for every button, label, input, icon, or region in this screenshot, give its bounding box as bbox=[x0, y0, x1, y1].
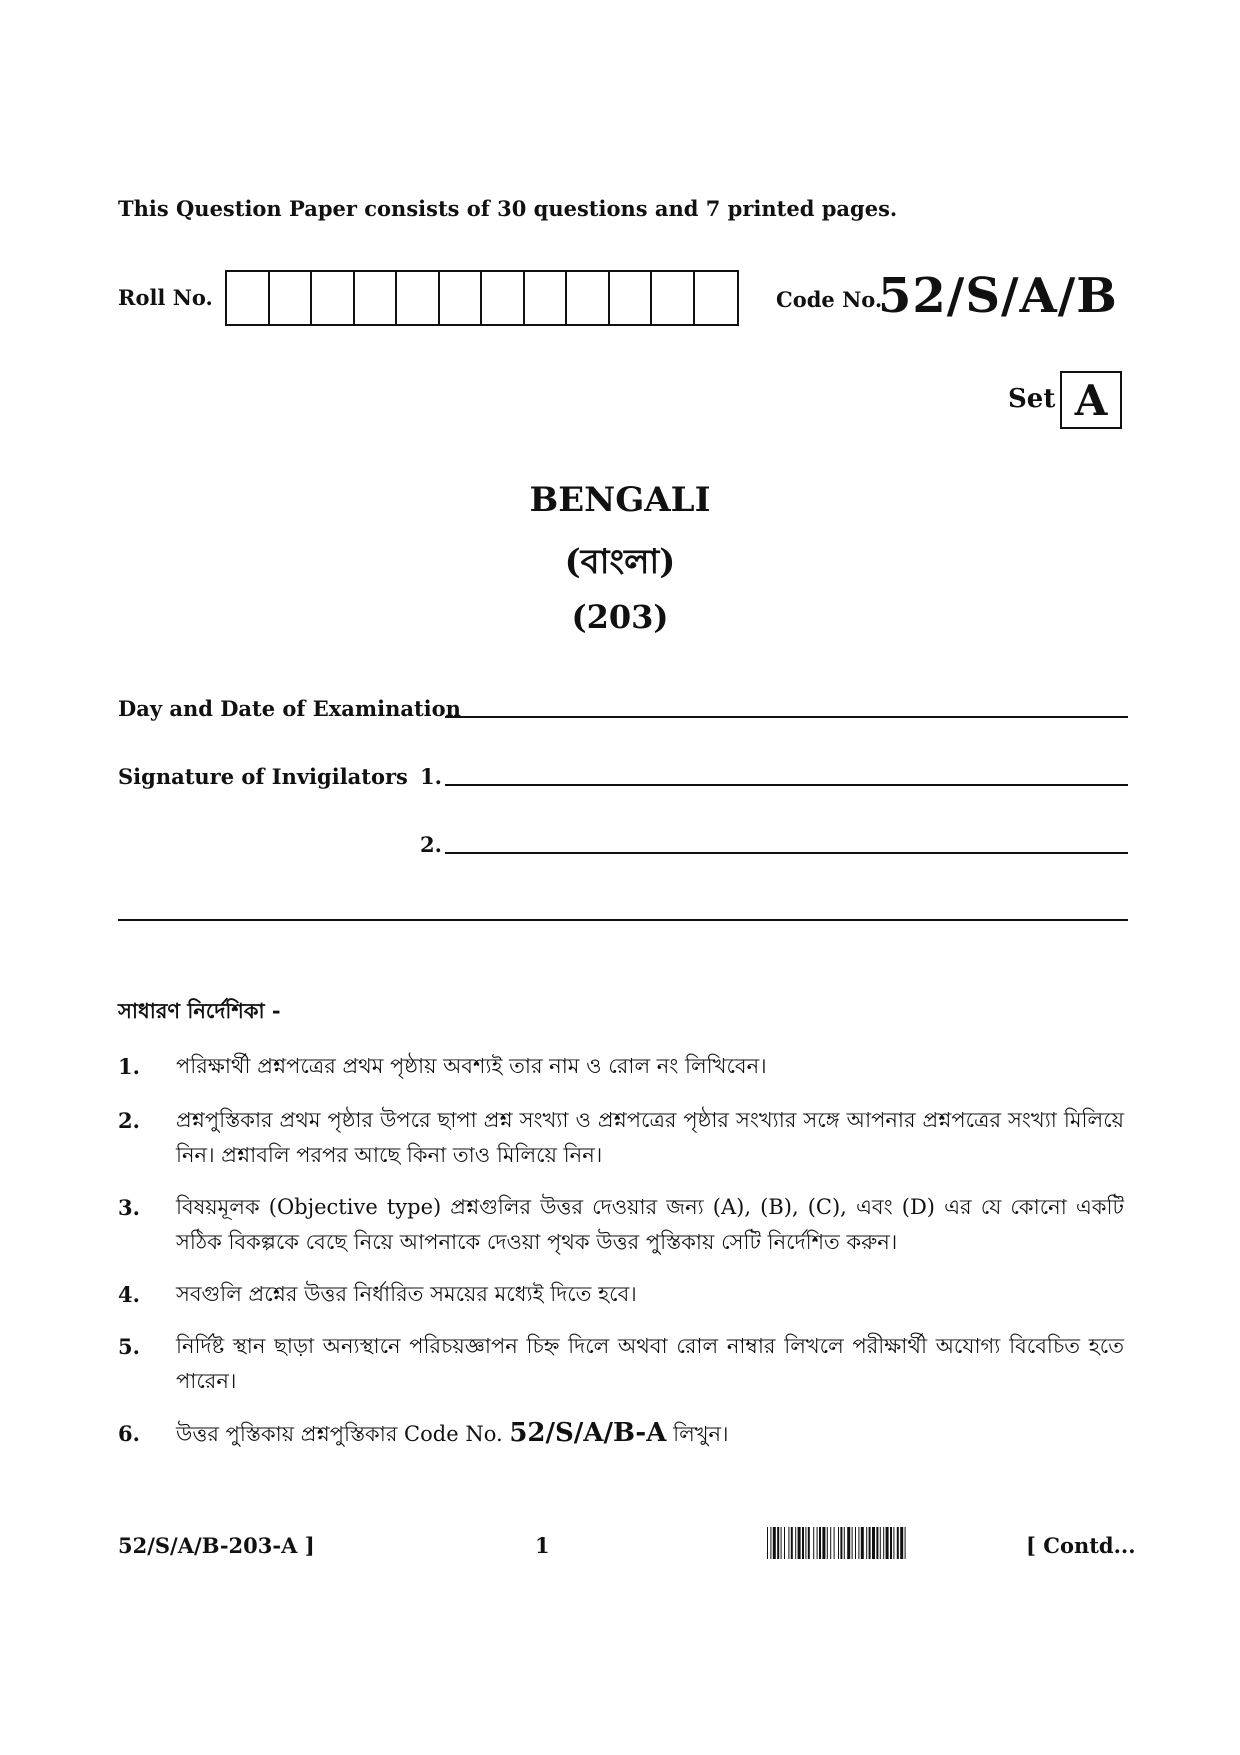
roll-number-boxes[interactable] bbox=[225, 270, 739, 326]
roll-digit-box[interactable] bbox=[355, 272, 398, 324]
code-number-value: 52/S/A/B bbox=[878, 268, 1118, 324]
instruction-item bbox=[118, 1329, 1124, 1399]
roll-digit-box[interactable] bbox=[312, 272, 355, 324]
roll-digit-box[interactable] bbox=[397, 272, 440, 324]
general-instructions-heading: সাধারণ নির্দেশিকা - bbox=[118, 998, 281, 1023]
roll-digit-box[interactable] bbox=[652, 272, 695, 324]
set-value-box: A bbox=[1060, 371, 1122, 429]
instruction-text-after: লিখুন। bbox=[673, 1422, 729, 1446]
instruction-number: 5. bbox=[118, 1334, 140, 1359]
exam-date-label: Day and Date of Examination bbox=[118, 696, 461, 721]
roll-digit-box[interactable] bbox=[567, 272, 610, 324]
signature-1-number: 1. bbox=[420, 764, 442, 789]
roll-digit-box[interactable] bbox=[525, 272, 568, 324]
roll-number-label: Roll No. bbox=[118, 285, 213, 310]
instruction-item bbox=[118, 1190, 1124, 1260]
instruction-text: পরিক্ষার্থী প্রশ্নপত্রের প্রথম পৃষ্ঠায় অবশ্যই তার নাম ও রোল নং লিখিবেন। bbox=[176, 1054, 767, 1078]
instruction-number: 3. bbox=[118, 1195, 140, 1220]
instruction-item bbox=[118, 1416, 1124, 1452]
subject-title: BENGALI bbox=[529, 480, 711, 520]
footer-paper-code: 52/S/A/B-203-A ] bbox=[118, 1533, 315, 1558]
instruction-item bbox=[118, 1277, 1124, 1312]
instruction-item bbox=[118, 1049, 1124, 1084]
roll-digit-box[interactable] bbox=[440, 272, 483, 324]
subject-title-bengali: (বাংলা) bbox=[564, 542, 676, 582]
continued-label: [ Contd... bbox=[1026, 1533, 1136, 1558]
instruction-number: 4. bbox=[118, 1282, 140, 1307]
code-number-label: Code No. bbox=[776, 287, 883, 312]
set-label: Set bbox=[1008, 384, 1056, 414]
instruction-text bbox=[176, 1416, 1124, 1452]
roll-digit-box[interactable] bbox=[270, 272, 313, 324]
signature-1-line[interactable] bbox=[445, 784, 1128, 786]
roll-digit-box[interactable] bbox=[695, 272, 738, 324]
page-number: 1 bbox=[535, 1533, 550, 1558]
exam-date-line[interactable] bbox=[445, 716, 1128, 718]
barcode-icon bbox=[767, 1527, 1020, 1559]
invigilator-signature-label: Signature of Invigilators bbox=[118, 764, 408, 789]
signature-2-line[interactable] bbox=[445, 852, 1128, 854]
instruction-item bbox=[118, 1103, 1124, 1173]
instruction-number: 2. bbox=[118, 1108, 140, 1133]
instruction-text: প্রশ্নপুস্তিকার প্রথম পৃষ্ঠার উপরে ছাপা প্রশ্ন সংখ্যা ও প্রশ্নপত্রের পৃষ্ঠার সংখ্যার সঙ্গে আপনার প্রশ্নপত্রের সংখ্যা মিলিয়ে নিন। প্রশ্নাবলি পরপর আছে কিনা তাও মিলিয়ে নিন। bbox=[176, 1108, 1124, 1167]
instruction-number: 1. bbox=[118, 1054, 140, 1079]
header-divider bbox=[118, 919, 1128, 921]
instruction-text: নির্দিষ্ট স্থান ছাড়া অন্যস্থানে পরিচয়জ্ঞাপন চিহ্ন দিলে অথবা রোল নাম্বার লিখলে পরীক্ষার্থী অযোগ্য বিবেচিত হতে পারেন। bbox=[176, 1334, 1124, 1393]
roll-digit-box[interactable] bbox=[610, 272, 653, 324]
paper-info-line: This Question Paper consists of 30 questions and 7 printed pages. bbox=[118, 196, 898, 221]
signature-2-number: 2. bbox=[420, 832, 442, 857]
instruction-number: 6. bbox=[118, 1421, 140, 1446]
instruction-text: বিষয়মূলক (Objective type) প্রশ্নগুলির উত্তর দেওয়ার জন্য (A), (B), (C), এবং (D) এর যে কোনো একটি সঠিক বিকল্পকে বেছে নিয়ে আপনাকে দেওয়া পৃথক উত্তর পুস্তিকায় সেটি নির্দেশিত করুন। bbox=[176, 1195, 1124, 1254]
subject-code: (203) bbox=[571, 598, 669, 636]
roll-digit-box[interactable] bbox=[482, 272, 525, 324]
roll-digit-box[interactable] bbox=[227, 272, 270, 324]
instruction-text: সবগুলি প্রশ্নের উত্তর নির্ধারিত সময়ের মধ্যেই দিতে হবে। bbox=[176, 1282, 637, 1306]
instruction-text-before: উত্তর পুস্তিকায় প্রশ্নপুস্তিকার Code No. bbox=[176, 1422, 503, 1446]
answer-book-code: 52/S/A/B-A bbox=[509, 1418, 667, 1448]
